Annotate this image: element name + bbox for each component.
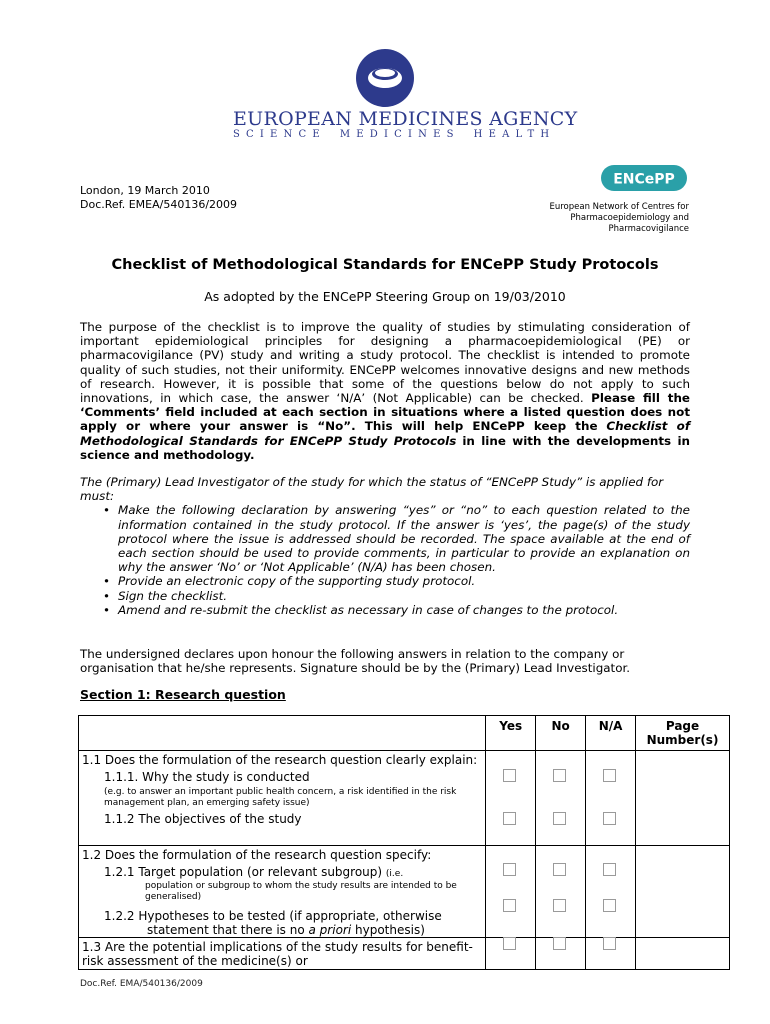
purpose-paragraph: The purpose of the checklist is to improve the quality of studies by stimulating consideration of important epidemiological principles for designing a pharmacoepidemiological (PE) or pharmacovigilance (PV) study and writing a study protocol. The checklist is intended to promote quality of such studies, not their uniformity. ENCePP welcomes innovative designs and new methods of research. However, it is possible that some of the questions below do not apply to such innovations, in which case, the answer ‘N/A’ (Not Applicable) can be checked. Please fill the ‘Comments’ field included at each section in situations where a listed question does not apply or where your answer is “No”. This will help ENCePP keep the Checklist of Methodological Standards for ENCePP Study Protocols in line with the developments in science and methodology. xyxy=(80,320,691,462)
col-no: No xyxy=(536,716,586,751)
checkbox-1-1-2-no[interactable] xyxy=(553,812,566,825)
encepp-logo xyxy=(600,164,688,192)
question-1-1: 1.1 Does the formulation of the research question clearly explain: xyxy=(82,753,478,767)
footer-doc-ref: Doc.Ref. EMA/540136/2009 xyxy=(80,979,203,989)
question-1-1-2: 1.1.2 The objectives of the study xyxy=(104,812,302,826)
network-description: European Network of Centres for Pharmacoepidemiology and Pharmacovigilance xyxy=(549,202,689,234)
instructions-list xyxy=(80,503,690,617)
page-number-cell[interactable] xyxy=(636,938,730,970)
question-1-2-1: 1.2.1 Target population (or relevant subgroup) (i.e. xyxy=(104,865,404,879)
question-1-1-1-note: (e.g. to answer an important public health concern, a risk identified in the risk management plan, an emerging safety issue) xyxy=(104,787,457,808)
list-item: • Amend and re-submit the checklist as necessary in case of changes to the protocol. xyxy=(103,602,619,617)
ema-logo xyxy=(355,48,415,108)
doc-ref: Doc.Ref. EMEA/540136/2009 xyxy=(80,198,238,211)
checkbox-1-1-1-yes[interactable] xyxy=(503,769,516,782)
checkbox-1-2-2-yes[interactable] xyxy=(503,899,516,912)
page-number-cell[interactable] xyxy=(636,751,730,846)
table-row xyxy=(79,938,730,970)
question-1-3: 1.3 Are the potential implications of the study results for benefit-risk assessment of the medicine(s) or xyxy=(82,940,473,968)
question-1-2: 1.2 Does the formulation of the research question specify: xyxy=(82,848,432,862)
table-row xyxy=(79,751,730,846)
col-yes: Yes xyxy=(486,716,536,751)
header-left xyxy=(80,184,237,212)
page-number-cell[interactable] xyxy=(636,846,730,938)
list-item: • Make the following declaration by answering “yes” or “no” to each question related to the information contained in the study protocol. If the answer is ‘yes’, the page(s) of the study protocol where the issue is addressed should be recorded. The space available at the end of each section should be used to provide comments, in particular to provide an explanation on why the answer ‘No’ or ‘Not Applicable’ (N/A) has been chosen. xyxy=(103,503,690,575)
col-page-numbers: Page Number(s) xyxy=(636,716,730,751)
svg-text:ENCePP: ENCePP xyxy=(613,171,675,188)
checkbox-1-3-no[interactable] xyxy=(553,937,566,950)
table-header-row xyxy=(79,716,730,751)
instructions xyxy=(80,475,690,617)
question-1-1-1: 1.1.1. Why the study is conducted xyxy=(104,770,310,784)
agency-tagline: SCIENCE MEDICINES HEALTH xyxy=(233,129,556,140)
checkbox-1-2-1-na[interactable] xyxy=(603,863,616,876)
checkbox-1-3-na[interactable] xyxy=(603,937,616,950)
checkbox-1-1-2-yes[interactable] xyxy=(503,812,516,825)
document-title: Checklist of Methodological Standards for ENCePP Study Protocols xyxy=(111,257,659,273)
checkbox-1-2-1-yes[interactable] xyxy=(503,863,516,876)
checkbox-1-2-2-no[interactable] xyxy=(553,899,566,912)
checkbox-1-1-1-no[interactable] xyxy=(553,769,566,782)
checkbox-1-1-2-na[interactable] xyxy=(603,812,616,825)
question-1-2-2: 1.2.2 Hypotheses to be tested (if appropriate, otherwise statement that there is no a priori hypothesis) xyxy=(104,909,442,937)
table-row xyxy=(79,846,730,938)
checkbox-1-2-1-no[interactable] xyxy=(553,863,566,876)
checkbox-1-2-2-na[interactable] xyxy=(603,899,616,912)
col-na: N/A xyxy=(586,716,636,751)
document-subtitle: As adopted by the ENCePP Steering Group on 19/03/2010 xyxy=(204,289,566,304)
checklist-table xyxy=(78,715,730,970)
location-date: London, 19 March 2010 xyxy=(80,184,210,197)
instructions-intro: The (Primary) Lead Investigator of the study for which the status of “ENCePP Study” is applied for must: xyxy=(80,475,664,504)
undersigned-declaration: The undersigned declares upon honour the following answers in relation to the company or organisation that he/she represents. Signature should be by the (Primary) Lead Investigator. xyxy=(80,647,631,676)
question-1-2-1-note: population or subgroup to whom the study results are intended to be generalised) xyxy=(145,881,457,902)
section-heading: Section 1: Research question xyxy=(80,687,286,702)
checkbox-1-3-yes[interactable] xyxy=(503,937,516,950)
list-item: • Provide an electronic copy of the supporting study protocol. xyxy=(103,574,476,589)
checkbox-1-1-1-na[interactable] xyxy=(603,769,616,782)
agency-name: EUROPEAN MEDICINES AGENCY xyxy=(233,108,578,130)
list-item: • Sign the checklist. xyxy=(103,588,228,603)
